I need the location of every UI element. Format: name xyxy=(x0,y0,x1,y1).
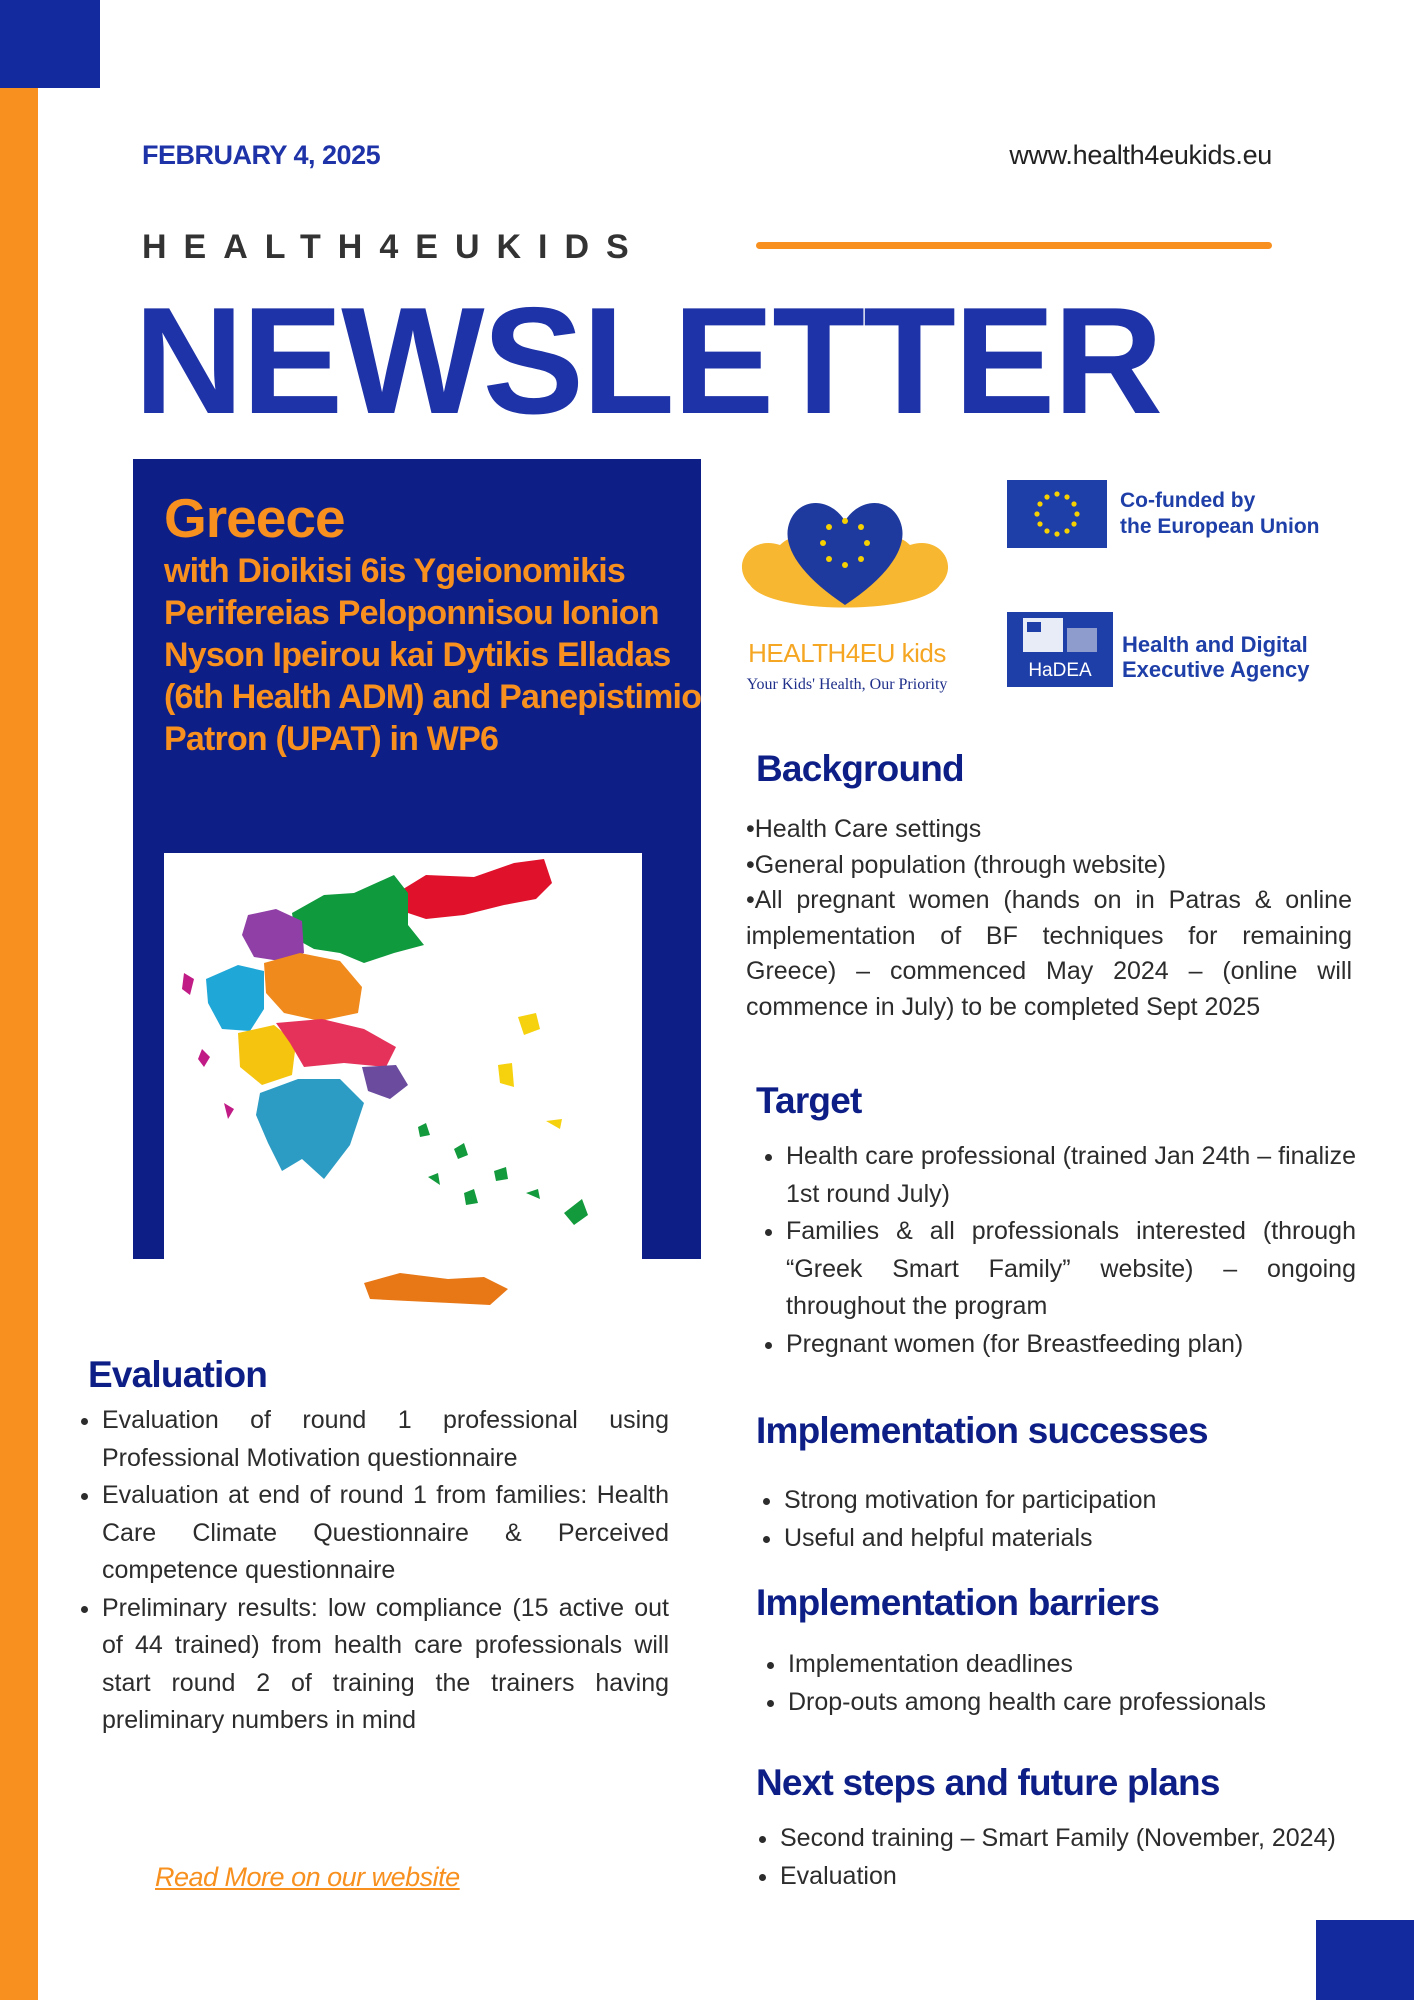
background-item: •General population (through website) xyxy=(746,850,1167,879)
website-link[interactable]: www.health4eukids.eu xyxy=(1009,140,1272,170)
evaluation-item: • Evaluation of round 1 professional using Professional Motivation questionnaire xyxy=(102,1402,669,1477)
target-heading: Target xyxy=(756,1080,862,1121)
health4eu-logo-tagline: Your Kids' Health, Our Priority xyxy=(746,676,948,693)
background-list xyxy=(746,812,1352,1025)
hadea-agency-text xyxy=(1122,632,1310,682)
background-item: •All pregnant women (hands on in Patras & online implementation of BF techniques for remaining Greece) – commenced May 2024 – (online will commence in July) to be completed Sept 2025 xyxy=(746,886,1352,1021)
target-item: • Families & all professionals interested (through “Greek Smart Family” website) – ongoing throughout the program xyxy=(786,1213,1356,1326)
barriers-list xyxy=(748,1646,1356,1721)
evaluation-heading: Evaluation xyxy=(88,1354,268,1395)
hadea-text-line2: Executive Agency xyxy=(1122,657,1310,682)
map-region-east-macedonia xyxy=(400,859,552,919)
map-region-epirus xyxy=(206,965,264,1031)
target-item: • Health care professional (trained Jan 24th – finalize 1st round July) xyxy=(786,1138,1356,1213)
health4eu-logo-name: HEALTH4EU kids xyxy=(748,638,946,668)
eu-flag-icon xyxy=(1007,480,1107,548)
eu-text-line2: the European Union xyxy=(1120,515,1320,538)
map-region-attica xyxy=(362,1065,408,1099)
next-steps-heading: Next steps and future plans xyxy=(756,1762,1220,1803)
target-item: • Pregnant women (for Breastfeeding plan) xyxy=(786,1326,1356,1364)
eu-cofunded-text xyxy=(1120,488,1320,540)
read-more-link[interactable]: Read More on our website xyxy=(155,1862,460,1892)
map-region-crete xyxy=(364,1273,508,1305)
next-step-item: • Evaluation xyxy=(780,1858,1348,1896)
greece-map xyxy=(164,853,642,1323)
background-heading: Background xyxy=(756,748,964,789)
successes-heading: Implementation successes xyxy=(756,1410,1208,1451)
country-title: Greece xyxy=(164,487,345,549)
hadea-label: HaDEA xyxy=(1028,660,1092,681)
header-divider xyxy=(756,242,1272,249)
barrier-item: • Implementation deadlines xyxy=(788,1646,1356,1684)
eu-text-line1: Co-funded by xyxy=(1120,489,1256,512)
map-region-south-aegean xyxy=(418,1123,588,1225)
map-region-thessaly xyxy=(264,953,362,1021)
partner-description: with Dioikisi 6is Ygeionomikis Perifereias Peloponnisou Ionion Nyson Ipeirou kai Dytikis Elladas (6th Health ADM) and Panepistimio Patron (UPAT) in WP6 xyxy=(164,552,702,758)
evaluation-list xyxy=(62,1402,669,1740)
evaluation-item: • Preliminary results: low compliance (15 active out of 44 trained) from health care professionals will start round 2 of training the trainers having preliminary numbers in mind xyxy=(102,1590,669,1740)
map-region-central-greece xyxy=(276,1019,396,1067)
newsletter-masthead: NEWSLETTER xyxy=(134,276,1162,446)
background-item: •Health Care settings xyxy=(746,815,982,843)
brand-name: HEALTH4EUKIDS xyxy=(142,228,646,266)
barriers-heading: Implementation barriers xyxy=(756,1582,1160,1623)
issue-date: FEBRUARY 4, 2025 xyxy=(142,140,381,170)
next-steps-list xyxy=(740,1820,1348,1895)
corner-block-bottom-right xyxy=(1316,1920,1414,2000)
map-region-central-macedonia xyxy=(292,875,424,963)
success-item: • Useful and helpful materials xyxy=(784,1520,1352,1558)
successes-list xyxy=(744,1482,1352,1557)
map-region-north-aegean xyxy=(498,1013,562,1129)
map-region-peloponnese xyxy=(256,1079,364,1179)
corner-block-top-left xyxy=(0,0,100,88)
success-item: • Strong motivation for participation xyxy=(784,1482,1352,1520)
evaluation-item: • Evaluation at end of round 1 from families: Health Care Climate Questionnaire & Perceived competence questionnaire xyxy=(102,1477,669,1590)
barrier-item: • Drop-outs among health care professionals xyxy=(788,1684,1356,1722)
hadea-text-line1: Health and Digital xyxy=(1122,632,1308,657)
heart-logo-icon xyxy=(730,485,960,645)
orange-side-strip xyxy=(0,0,38,2000)
target-list xyxy=(746,1138,1356,1363)
next-step-item: • Second training – Smart Family (November, 2024) xyxy=(780,1820,1348,1858)
